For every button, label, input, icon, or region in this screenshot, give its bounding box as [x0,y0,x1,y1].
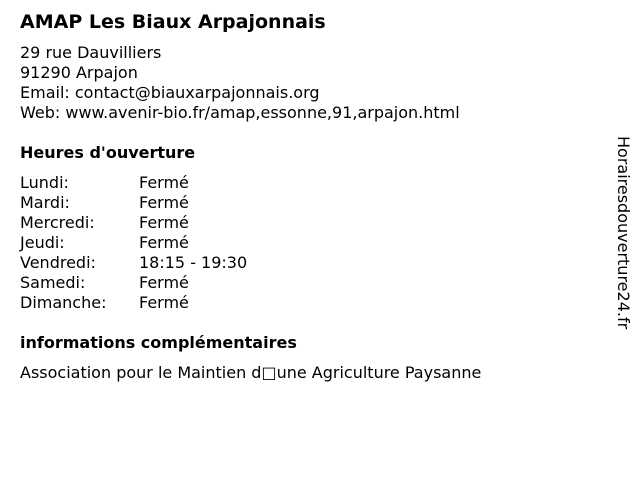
day-label: Jeudi: [20,233,65,252]
info-text: Association pour le Maintien d□une Agriculture Paysanne [20,363,482,382]
web-line: Web: www.avenir-bio.fr/amap,essonne,91,arpajon.html [20,103,460,122]
day-hours: Fermé [139,273,189,292]
hours-heading: Heures d'ouverture [20,143,196,162]
day-label: Dimanche: [20,293,107,312]
day-label: Mercredi: [20,213,95,232]
hours-row-vendredi [20,253,600,273]
email-line: Email: contact@biauxarpajonnais.org [20,83,320,102]
hours-row-dimanche [20,293,600,313]
hours-row-jeudi [20,233,600,253]
city-postcode: 91290 Arpajon [20,63,138,82]
contact-block [20,43,600,123]
business-card [20,10,600,383]
day-hours: Fermé [139,233,189,252]
day-hours: 18:15 - 19:30 [139,253,248,272]
hours-row-lundi [20,173,600,193]
day-hours: Fermé [139,173,189,192]
hours-table [20,173,600,313]
day-label: Mardi: [20,193,70,212]
business-name: AMAP Les Biaux Arpajonnais [20,11,326,33]
day-label: Vendredi: [20,253,96,272]
day-label: Lundi: [20,173,69,192]
day-label: Samedi: [20,273,86,292]
hours-row-samedi [20,273,600,293]
day-hours: Fermé [139,293,189,312]
hours-row-mercredi [20,213,600,233]
day-hours: Fermé [139,213,189,232]
street-address: 29 rue Dauvilliers [20,43,162,62]
site-watermark: Horairesdouverture24.fr [614,136,633,330]
day-hours: Fermé [139,193,189,212]
info-heading: informations complémentaires [20,333,297,352]
hours-row-mardi [20,193,600,213]
